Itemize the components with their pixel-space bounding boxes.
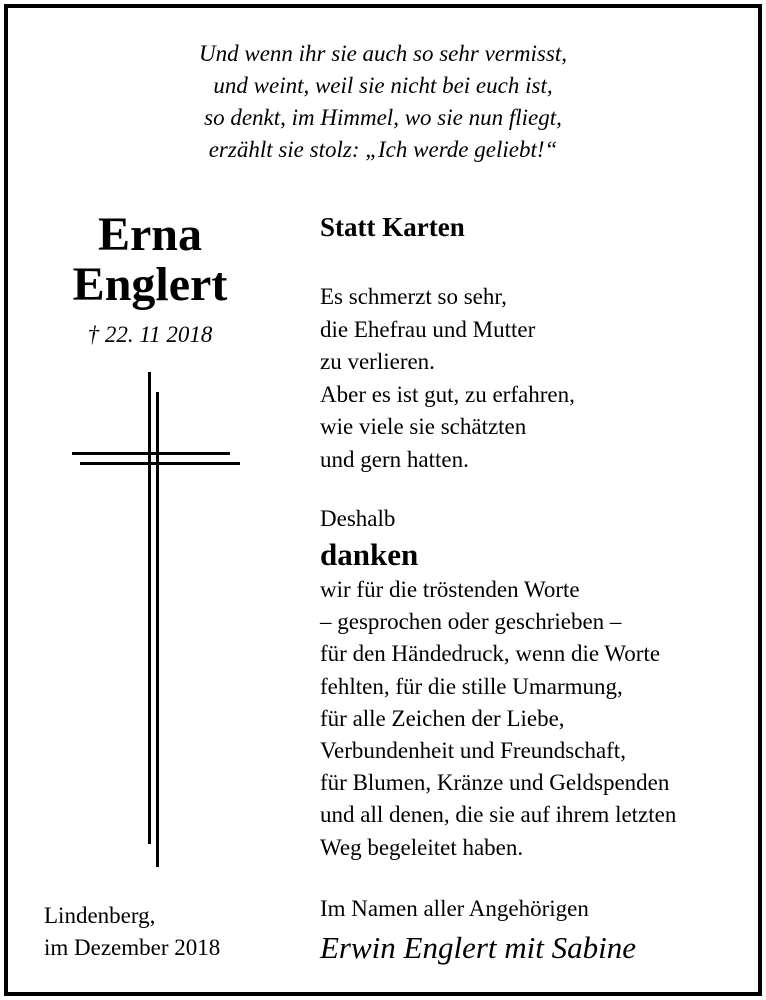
text-line: Weg begeleitet haben. (320, 834, 524, 860)
text-line: fehlten, für die stille Umarmung, (320, 673, 623, 699)
text-line: für Blumen, Kränze und Geldspenden (320, 770, 670, 796)
poem-line: Und wenn ihr sie auch so sehr vermisst, (199, 41, 567, 66)
text-line: – gesprochen oder geschrieben – (320, 609, 622, 635)
place-and-date (44, 900, 220, 964)
text-line: für alle Zeichen der Liebe, (320, 705, 565, 731)
text-line: Es schmerzt so sehr, (320, 284, 507, 309)
deceased-first-name: Erna (97, 208, 202, 261)
place-date: im Dezember 2018 (44, 935, 221, 960)
deceased-last-name: Englert (72, 258, 228, 311)
notice-heading: Statt Karten (320, 212, 465, 242)
death-date: † 22. 11 2018 (87, 322, 213, 347)
text-line: und gern hatten. (320, 446, 469, 472)
poem-line: erzählt sie stolz: „Ich werde geliebt!“ (208, 137, 558, 162)
text-line: zu verlieren. (320, 349, 435, 375)
text-line: und all denen, die sie auf ihrem letzten (320, 802, 677, 828)
closing-text: Im Namen aller Angehörigen (320, 896, 589, 921)
danken-text: danken (320, 537, 419, 572)
text-line: Verbundenheit und Freundschaft, (320, 738, 626, 764)
notice-stanza-1 (320, 281, 575, 477)
text-line: die Ehefrau und Mutter (320, 316, 536, 342)
poem-line: und weint, weil sie nicht bei euch ist, (213, 73, 553, 98)
poem-line: so denkt, im Himmel, wo sie nun fliegt, (204, 105, 562, 130)
text-line: für den Händedruck, wenn die Worte (320, 641, 661, 667)
text-line: wie viele sie schätzten (320, 414, 527, 440)
deshalb-text: Deshalb (320, 506, 396, 531)
cross-icon (70, 372, 250, 867)
memorial-poem (0, 38, 766, 166)
place-city: Lindenberg, (44, 903, 156, 928)
text-line: wir für die tröstenden Worte (320, 577, 580, 602)
signature: Erwin Englert mit Sabine (320, 930, 637, 965)
text-line: Aber es ist gut, zu erfahren, (320, 381, 575, 407)
notice-stanza-2 (320, 574, 676, 864)
